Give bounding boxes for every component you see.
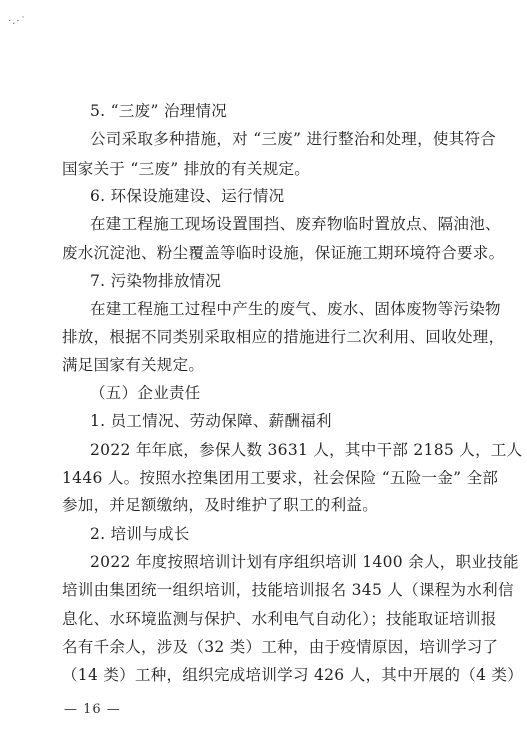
paragraph-line: （14 类）工种，组织完成培训学习 426 人，其中开展的（4 类）: [62, 666, 524, 684]
paragraph-line: 2022 年度按照培训计划有序组织培训 1400 余人，职业技能: [90, 553, 519, 571]
paragraph-line: 国家关于 “三废” 排放的有关规定。: [62, 160, 311, 178]
paragraph-line: 培训由集团统一组织培训，技能培训报名 345 人（课程为水利信: [62, 581, 514, 599]
scan-artifact: ·.·˙: [8, 16, 27, 27]
paragraph-line: 名有千余人，涉及（32 类）工种，由于疫情原因，培训学习了: [62, 638, 499, 656]
paragraph-line: 息化、水环境监测与保护、水利电气自动化）；技能取证培训报: [62, 610, 497, 628]
paragraph-line: 2022 年年底，参保人数 3631 人，其中干部 2185 人，工人: [90, 441, 523, 459]
heading-pollutant-emission: 7. 污染物排放情况: [90, 272, 222, 290]
paragraph-line: 废水沉淀池、粉尘覆盖等临时设施，保证施工期环境符合要求。: [62, 244, 505, 262]
heading-employee-situation: 1. 员工情况、劳动保障、薪酬福利: [90, 412, 332, 430]
section-heading-enterprise-responsibility: （五）企业责任: [90, 384, 201, 402]
paragraph-line: 满足国家有关规定。: [62, 356, 205, 374]
page-number: — 16 —: [64, 702, 121, 717]
paragraph-line: 排放，根据不同类别采取相应的措施进行二次利用、回收处理，: [62, 328, 505, 346]
heading-env-facilities: 6. 环保设施建设、运行情况: [90, 187, 285, 205]
paragraph-line: 参加，并足额缴纳，及时维护了职工的利益。: [62, 496, 379, 514]
paragraph-line: 在建工程施工过程中产生的废气、废水、固体废物等污染物: [90, 300, 501, 318]
paragraph-line: 在建工程施工现场设置围挡、废弃物临时置放点、隔油池、: [90, 215, 501, 233]
paragraph-line: 1446 人。按照水控集团用工要求，社会保险 “五险一金” 全部: [62, 469, 499, 487]
heading-training-growth: 2. 培训与成长: [90, 525, 190, 543]
heading-three-wastes: 5. “三废” 治理情况: [90, 102, 228, 120]
paragraph-line: 公司采取多种措施，对 “三废” 进行整治和处理，使其符合: [90, 130, 497, 148]
